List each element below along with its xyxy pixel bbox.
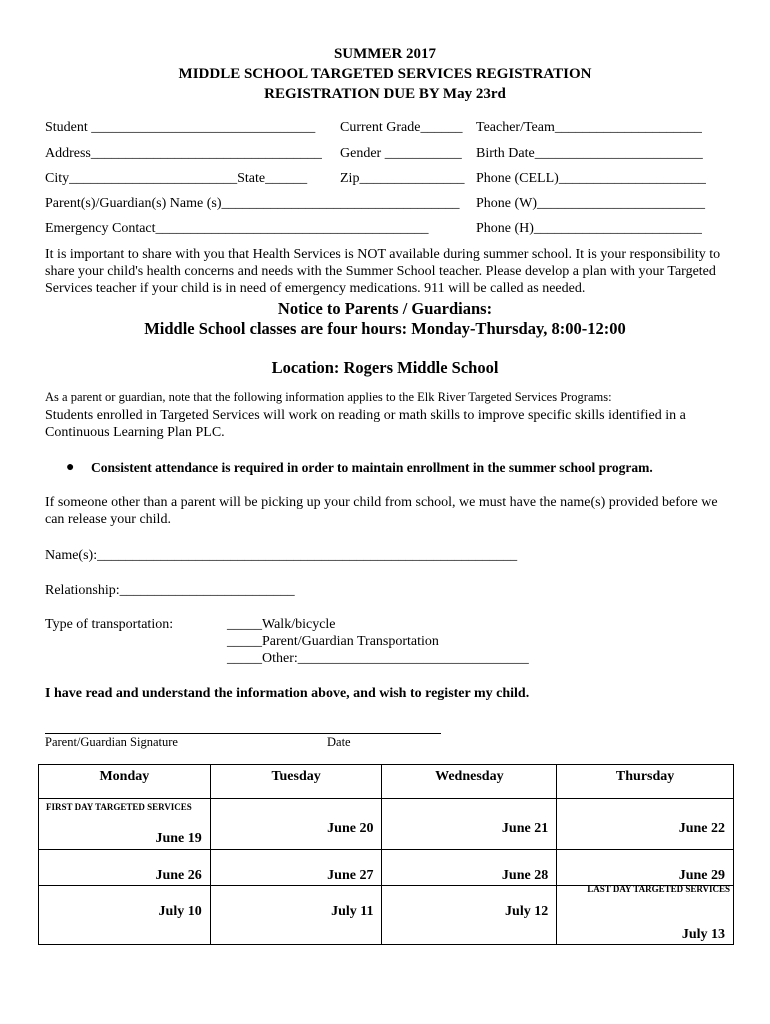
zip-field[interactable]: Zip_______________ (340, 171, 465, 186)
header-wednesday: Wednesday (382, 765, 557, 799)
date-label: Date (327, 735, 351, 749)
date-label-cell: June 28 (501, 868, 549, 883)
notice-hours: Middle School classes are four hours: Monday-Thursday, 8:00-12:00 (144, 319, 626, 338)
notice-title: Notice to Parents / Guardians: (277, 299, 493, 318)
health-text-line-3: Services teacher if your child is in need of emergency medications. 911 will be called as needed. (45, 281, 586, 296)
bullet-icon: ● (66, 460, 75, 475)
header-monday: Monday (39, 765, 211, 799)
health-text-line-2: share your child's health concerns and needs with the Summer School teacher. Please develop a plan with your Targeted (45, 264, 716, 279)
transportation-label: Type of transportation: (45, 617, 174, 632)
teacher-team-field[interactable]: Teacher/Team_____________________ (476, 120, 702, 135)
registration-statement: I have read and understand the information above, and wish to register my child. (45, 686, 530, 701)
calendar-cell (39, 799, 211, 850)
signature-line[interactable] (45, 733, 441, 734)
first-day-note: FIRST DAY TARGETED SERVICES (46, 802, 192, 812)
header-tuesday: Tuesday (210, 765, 382, 799)
title-line-3: REGISTRATION DUE BY May 23rd (264, 86, 506, 102)
date-label-cell: July 12 (505, 904, 549, 919)
names-field[interactable]: Name(s):____________________________________________________________ (45, 548, 518, 563)
current-grade-field[interactable]: Current Grade______ (340, 120, 463, 135)
parent-guardian-name-field[interactable]: Parent(s)/Guardian(s) Name (s)__________________________________ (45, 196, 460, 211)
calendar-cell (557, 799, 734, 850)
calendar-week-2 (39, 850, 734, 886)
calendar-cell (210, 850, 382, 886)
date-label-cell: June 29 (678, 868, 725, 883)
date-label-cell: July 13 (681, 927, 725, 942)
date-label-cell: June 26 (155, 868, 202, 883)
calendar-cell (39, 850, 211, 886)
calendar-cell (210, 886, 382, 945)
pickup-text-line-1: If someone other than a parent will be picking up your child from school, we must have the name(s) provided before we (45, 495, 718, 510)
calendar-week-3 (39, 886, 734, 945)
pickup-text-line-2: can release your child. (45, 512, 171, 527)
calendar-cell (557, 886, 734, 945)
date-label-cell: June 21 (501, 821, 549, 836)
relationship-field[interactable]: Relationship:_________________________ (45, 583, 295, 598)
signature-label: Parent/Guardian Signature (45, 735, 178, 749)
date-label-cell: July 10 (158, 904, 202, 919)
date-label-cell: June 20 (327, 821, 374, 836)
calendar-cell (210, 799, 382, 850)
address-field[interactable]: Address_________________________________ (45, 146, 322, 161)
phone-cell-field[interactable]: Phone (CELL)_____________________ (476, 171, 706, 186)
transport-option-other[interactable]: _____Other:_________________________________ (227, 651, 529, 666)
info-line-1: Students enrolled in Targeted Services will work on reading or math skills to improve specific skills identified in a (45, 408, 686, 423)
transport-option-parent[interactable]: _____Parent/Guardian Transportation (227, 634, 439, 649)
date-label-cell: June 22 (678, 821, 725, 836)
calendar-cell (382, 886, 557, 945)
calendar-header-row (39, 765, 734, 799)
calendar-week-1 (39, 799, 734, 850)
calendar-table (38, 764, 734, 945)
city-state-field[interactable]: City________________________State______ (45, 171, 308, 186)
calendar-cell (382, 799, 557, 850)
emergency-contact-field[interactable]: Emergency Contact_______________________________________ (45, 221, 429, 236)
health-text-line-1: It is important to share with you that Health Services is NOT available during summer school. It is your responsibility to (45, 247, 721, 262)
title-line-1: SUMMER 2017 (333, 46, 437, 62)
header-thursday: Thursday (557, 765, 734, 799)
phone-work-field[interactable]: Phone (W)________________________ (476, 196, 706, 211)
title-line-2: MIDDLE SCHOOL TARGETED SERVICES REGISTRATION (178, 66, 592, 82)
notice-location: Location: Rogers Middle School (271, 358, 499, 377)
phone-home-field[interactable]: Phone (H)________________________ (476, 221, 702, 236)
info-line-2: Continuous Learning Plan PLC. (45, 425, 225, 440)
attendance-notice: Consistent attendance is required in order to maintain enrollment in the summer school program. (91, 460, 653, 475)
last-day-note: LAST DAY TARGETED SERVICES (587, 884, 731, 894)
date-label-cell: June 19 (155, 831, 202, 846)
calendar-cell (382, 850, 557, 886)
info-intro: As a parent or guardian, note that the following information applies to the Elk River Targeted Services Programs: (45, 390, 612, 404)
transport-option-walk[interactable]: _____Walk/bicycle (227, 617, 336, 632)
calendar-cell (39, 886, 211, 945)
birth-date-field[interactable]: Birth Date________________________ (476, 146, 703, 161)
date-label-cell: July 11 (331, 904, 374, 919)
gender-field[interactable]: Gender ___________ (340, 146, 462, 161)
student-field[interactable]: Student ________________________________ (45, 120, 316, 135)
date-label-cell: June 27 (327, 868, 374, 883)
calendar-cell (557, 850, 734, 886)
